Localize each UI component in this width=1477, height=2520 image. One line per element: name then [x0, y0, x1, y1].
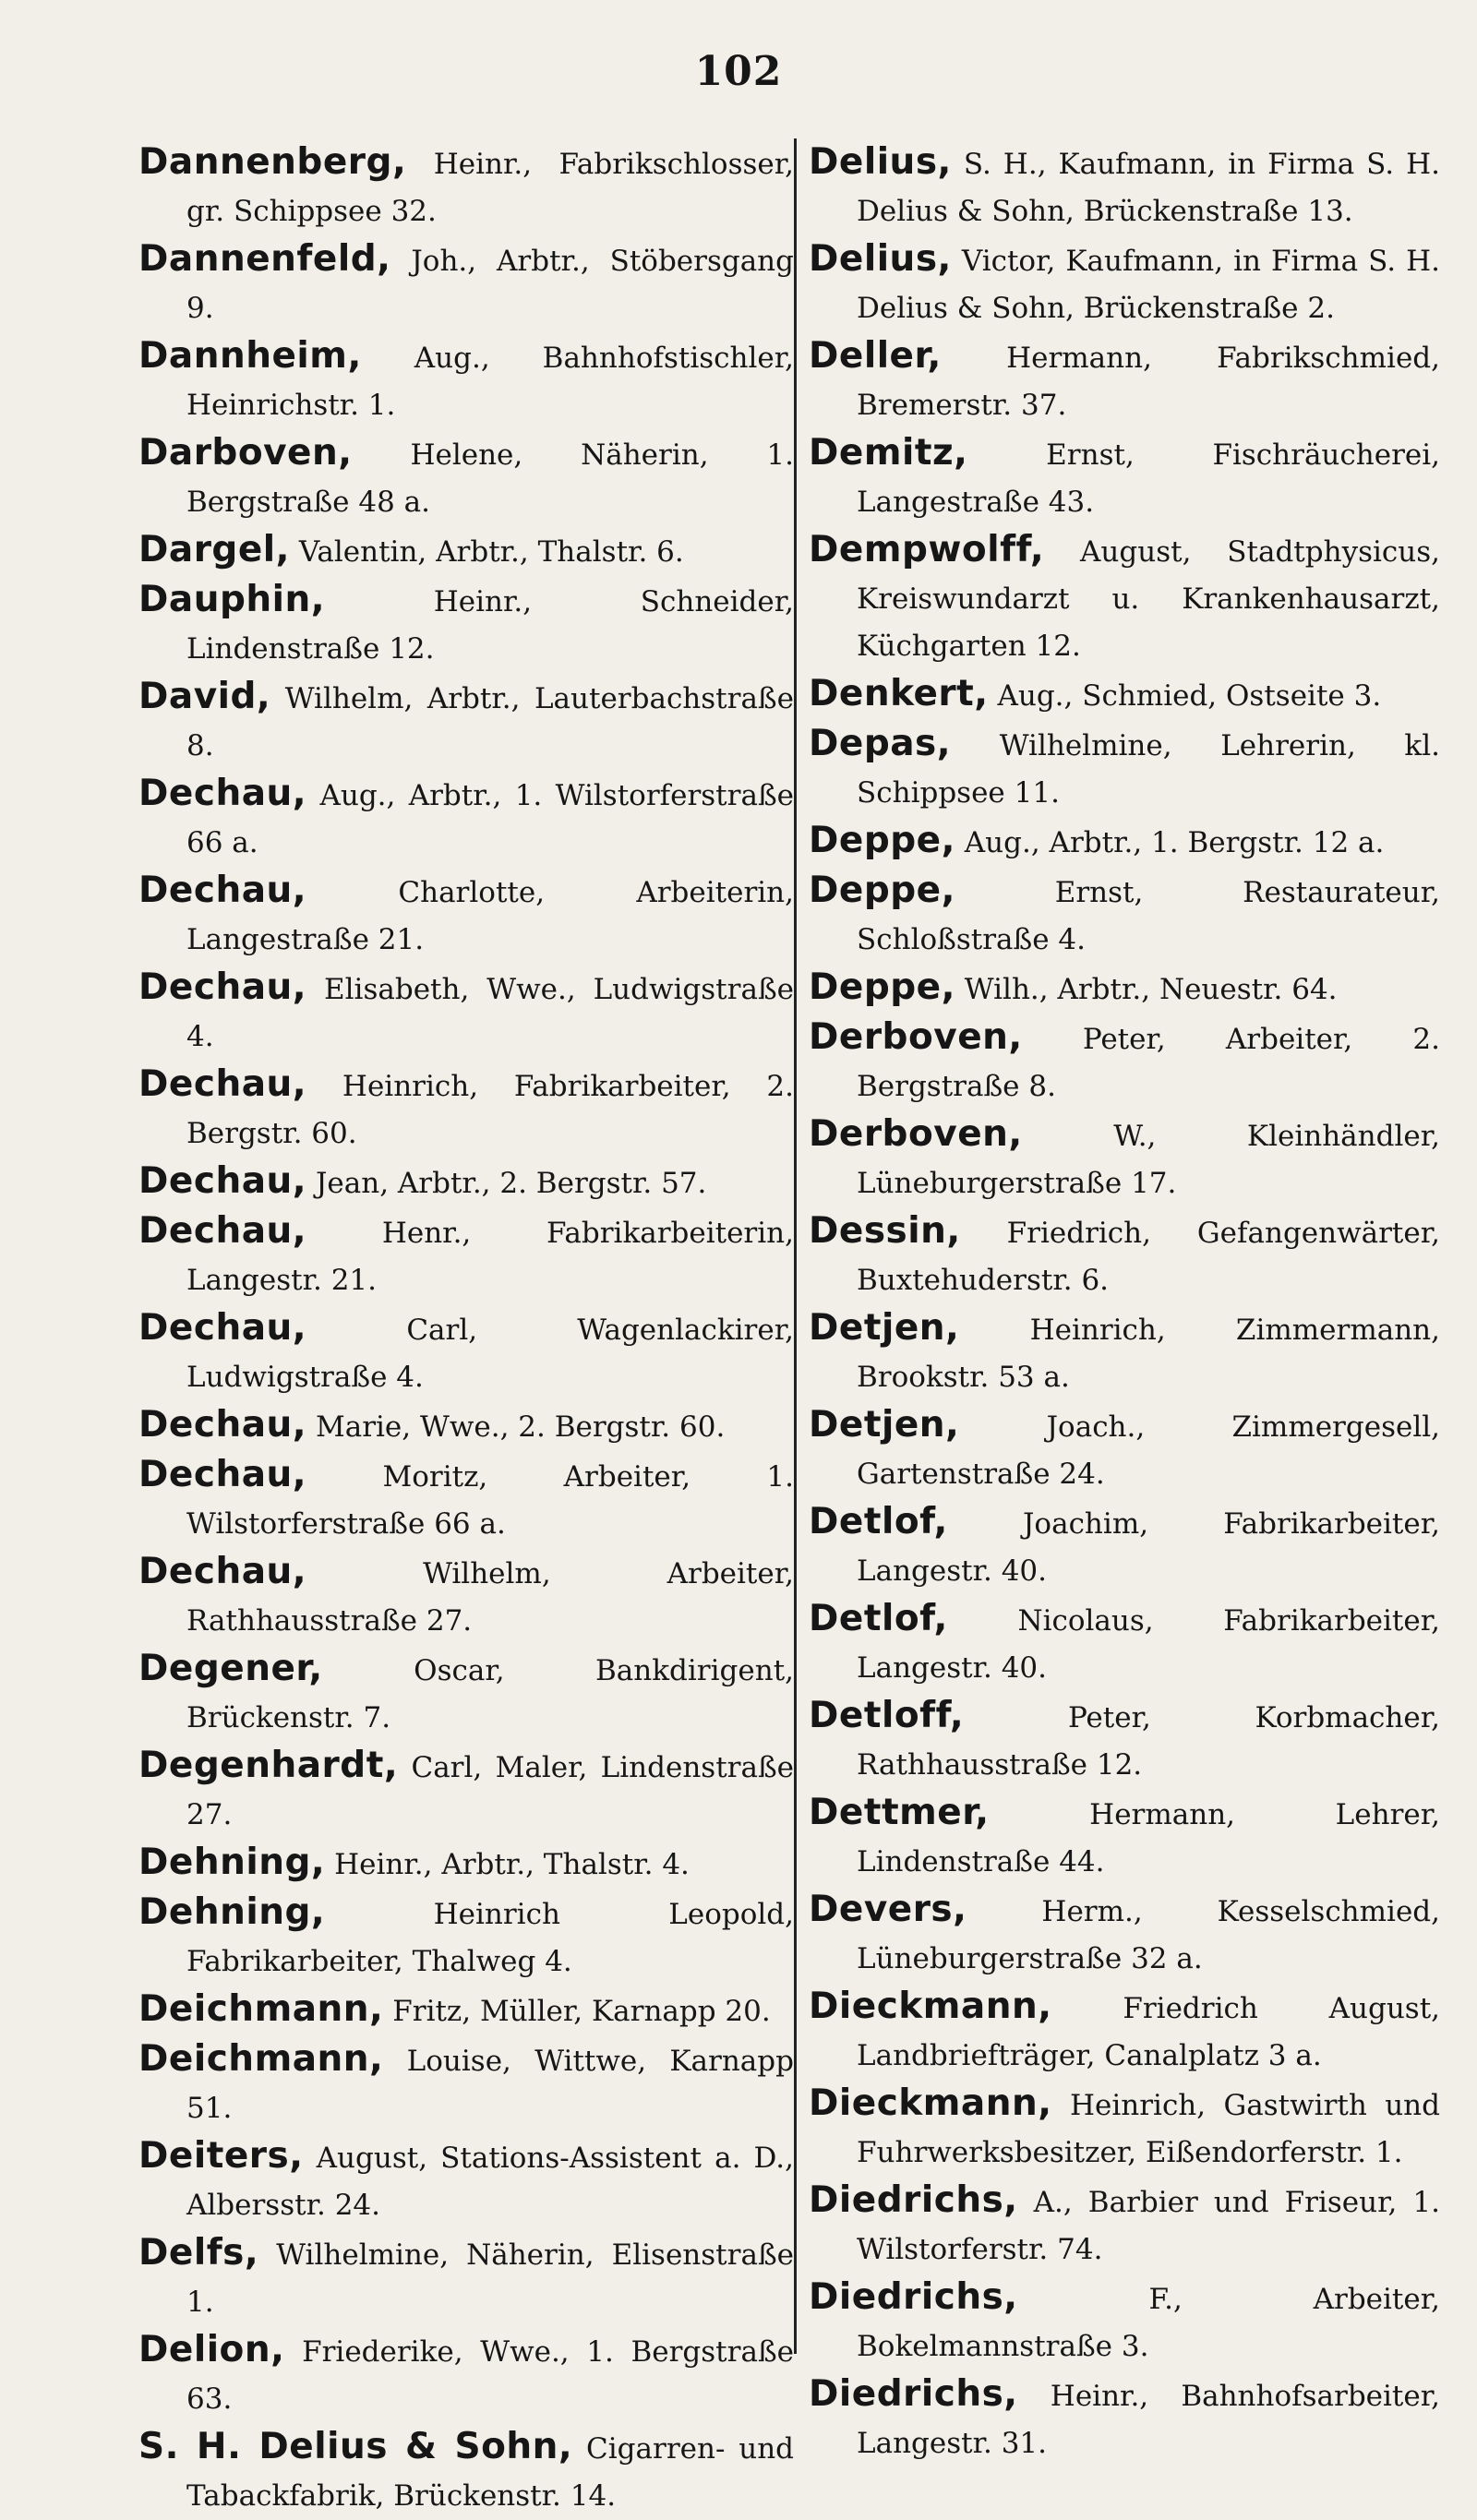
directory-entry [794, 332, 1440, 429]
entry-name: Deppe, [809, 966, 955, 1008]
entry-name: Dargel, [138, 529, 290, 570]
directory-entry [138, 2229, 794, 2326]
entry-name: Delius, [809, 238, 952, 280]
entry-name: Detjen, [809, 1404, 960, 1446]
entry-details: Charlotte, Arbeiterin, Langestraße 21. [186, 876, 795, 956]
directory-entry [794, 670, 1440, 720]
entry-details: August, Stadtphysicus, Kreiswundarzt u. Krankenhausarzt, Küchgarten 12. [857, 535, 1440, 663]
directory-entry [138, 235, 794, 332]
directory-entry [138, 1839, 794, 1889]
entry-name: Deppe, [809, 870, 955, 911]
directory-entry [794, 235, 1440, 332]
directory-entry [138, 1158, 794, 1207]
entry-details: Heinrich, Fabrikarbeiter, 2. Bergstr. 60. [186, 1070, 795, 1150]
entry-name: Derboven, [809, 1113, 1023, 1155]
directory-entry [794, 2370, 1440, 2467]
directory-entry [138, 964, 794, 1061]
directory-entry [794, 1789, 1440, 1886]
directory-entry [794, 1983, 1440, 2080]
directory-entry [794, 1110, 1440, 1207]
entry-details: Nicolaus, Fabrikarbeiter, Langestr. 40. [857, 1604, 1440, 1685]
directory-entry [138, 2035, 794, 2132]
entry-name: Dechau, [138, 1160, 307, 1202]
directory-entry [138, 770, 794, 867]
entry-details: S. H., Kaufmann, in Firma S. H. Delius & Sohn, Brückenstraße 13. [857, 148, 1441, 228]
directory-entry [794, 1692, 1440, 1789]
entry-name: Dechau, [138, 1454, 307, 1495]
entry-name: Dessin, [809, 1210, 961, 1252]
entry-details: Peter, Arbeiter, 2. Bergstraße 8. [857, 1023, 1440, 1103]
entry-details: Victor, Kaufmann, in Firma S. H. Delius & Sohn, Brückenstraße 2. [857, 245, 1440, 325]
directory-entry [794, 2080, 1440, 2177]
entry-name: Dieckmann, [809, 2082, 1052, 2124]
entry-name: Dechau, [138, 1404, 307, 1446]
entry-details: Heinrich Leopold, Fabrikarbeiter, Thalweg 4. [186, 1898, 794, 1978]
entry-name: Deichmann, [138, 2038, 384, 2080]
entry-details: Jean, Arbtr., 2. Bergstr. 57. [315, 1167, 707, 1200]
entry-details: Fritz, Müller, Karnapp 20. [392, 1995, 771, 2028]
entry-details: Heinr., Fabrikschlosser, gr. Schippsee 32. [186, 148, 794, 228]
directory-entry [138, 1548, 794, 1645]
entry-name: Dannheim, [138, 335, 362, 377]
entry-details: Wilhelm, Arbtr., Lauterbachstraße 8. [186, 682, 794, 762]
entry-details: Aug., Arbtr., 1. Wilstorferstraße 66 a. [186, 779, 794, 859]
directory-entry [138, 332, 794, 429]
entry-details: Henr., Fabrikarbeiterin, Langestr. 21. [186, 1217, 794, 1297]
entry-details: Heinrich, Zimmermann, Brookstr. 53 a. [857, 1314, 1440, 1394]
entry-name: Dechau, [138, 1210, 307, 1252]
entry-name: Deller, [809, 335, 942, 377]
entry-name: Dehning, [138, 1842, 326, 1883]
right-column [794, 138, 1441, 2460]
page-number: 102 [694, 48, 783, 95]
directory-entry [794, 867, 1440, 964]
directory-entry [794, 1498, 1440, 1595]
directory-entry [794, 1401, 1440, 1498]
entry-details: Herm., Kesselschmied, Lüneburgerstraße 32 a. [857, 1895, 1441, 1975]
directory-entry [138, 2423, 794, 2520]
entry-details: Louise, Wittwe, Karnapp 51. [186, 2045, 794, 2125]
entry-name: Dechau, [138, 1307, 307, 1349]
entry-details: Wilhelmine, Lehrerin, kl. Schippsee 11. [857, 729, 1440, 810]
entry-name: Dempwolff, [809, 529, 1045, 570]
entry-name: Degenhardt, [138, 1745, 399, 1786]
entry-details: Carl, Maler, Lindenstraße 27. [186, 1751, 794, 1831]
entry-details: Aug., Schmied, Ostseite 3. [997, 679, 1382, 713]
directory-entry [138, 1742, 794, 1839]
entry-name: Dettmer, [809, 1792, 990, 1833]
entry-details: Wilhelm, Arbeiter, Rathhausstraße 27. [186, 1557, 795, 1638]
directory-entry [138, 1401, 794, 1451]
entry-name: Delion, [138, 2329, 285, 2370]
entry-name: Diedrichs, [809, 2276, 1018, 2318]
entry-details: Friedrich August, Landbriefträger, Canalplatz 3 a. [857, 1992, 1441, 2072]
entry-name: Deichmann, [138, 1988, 384, 2030]
entry-name: Dechau, [138, 966, 307, 1008]
directory-entry [138, 1889, 794, 1986]
entry-details: Hermann, Lehrer, Lindenstraße 44. [857, 1798, 1441, 1878]
directory-entry [794, 817, 1440, 867]
entry-details: Carl, Wagenlackirer, Ludwigstraße 4. [186, 1314, 794, 1394]
entry-name: Dechau, [138, 1063, 307, 1105]
entry-name: Detlof, [809, 1501, 948, 1542]
directory-entry [138, 1986, 794, 2035]
entry-details: Heinrich, Gastwirth und Fuhrwerksbesitzer, Eißendorferstr. 1. [857, 2089, 1440, 2169]
directory-entry [138, 1304, 794, 1401]
directory-entry [138, 429, 794, 526]
entry-name: Dechau, [138, 870, 307, 911]
entry-name: Delfs, [138, 2232, 259, 2274]
entry-name: Darboven, [138, 432, 353, 474]
directory-entry [794, 2274, 1440, 2370]
entry-name: Detlof, [809, 1598, 948, 1639]
directory-entry [138, 1645, 794, 1742]
entry-details: A., Barbier und Friseur, 1. Wilstorferstr. 74. [857, 2186, 1440, 2266]
entry-details: Peter, Korbmacher, Rathhausstraße 12. [857, 1701, 1440, 1782]
entry-details: Valentin, Arbtr., Thalstr. 6. [298, 535, 684, 569]
entry-name: Depas, [809, 723, 952, 764]
entry-details: Ernst, Fischräucherei, Langestraße 43. [857, 438, 1440, 519]
directory-entry [794, 1304, 1440, 1401]
entry-name: Deppe, [809, 820, 955, 861]
directory-entry [794, 138, 1440, 235]
directory-entry [138, 2132, 794, 2229]
entry-name: Demitz, [809, 432, 968, 474]
directory-entry [794, 1014, 1440, 1110]
entry-details: Heinr., Schneider, Lindenstraße 12. [186, 585, 794, 666]
directory-entry [794, 1595, 1440, 1692]
entry-details: Ernst, Restaurateur, Schloßstraße 4. [857, 876, 1440, 956]
entry-name: Detjen, [809, 1307, 960, 1349]
directory-entry [794, 964, 1440, 1014]
entry-details: Aug., Bahnhofstischler, Heinrichstr. 1. [186, 342, 794, 422]
entry-details: Moritz, Arbeiter, 1. Wilstorferstraße 66 a. [186, 1460, 795, 1541]
entry-details: Joachim, Fabrikarbeiter, Langestr. 40. [857, 1507, 1440, 1588]
entry-name: Devers, [809, 1889, 967, 1930]
entry-details: Joh., Arbtr., Stöbersgang 9. [186, 245, 794, 325]
entry-name: Delius, [809, 141, 952, 183]
entry-name: Derboven, [809, 1016, 1023, 1058]
entry-details: Friederike, Wwe., 1. Bergstraße 63. [186, 2335, 794, 2416]
entry-name: Dannenfeld, [138, 238, 391, 280]
directory-entry [138, 2326, 794, 2423]
entry-name: Dehning, [138, 1891, 326, 1933]
directory-entry [138, 673, 794, 770]
entry-name: S. H. Delius & Sohn, [138, 2426, 573, 2467]
directory-entry [138, 576, 794, 673]
entry-name: Dechau, [138, 773, 307, 814]
entry-name: Diedrichs, [809, 2373, 1018, 2415]
entry-details: Cigarren- und Tabackfabrik, Brückenstr. 14. [186, 2432, 795, 2513]
directory-entry [794, 720, 1440, 817]
entry-details: Heinr., Arbtr., Thalstr. 4. [334, 1848, 690, 1881]
directory-entry [794, 1886, 1440, 1983]
directory-entry [138, 1451, 794, 1548]
entry-name: Detloff, [809, 1695, 965, 1736]
directory-entry [794, 526, 1440, 670]
entry-details: W., Kleinhändler, Lüneburgerstraße 17. [857, 1120, 1440, 1200]
entry-details: Hermann, Fabrikschmied, Bremerstr. 37. [857, 342, 1440, 422]
entry-name: David, [138, 676, 271, 717]
entry-details: Oscar, Bankdirigent, Brückenstr. 7. [186, 1654, 795, 1734]
entry-details: Heinr., Bahnhofsarbeiter, Langestr. 31. [857, 2380, 1440, 2460]
left-column [138, 138, 795, 2513]
entry-details: Aug., Arbtr., 1. Bergstr. 12 a. [964, 826, 1385, 859]
entry-name: Deiters, [138, 2135, 304, 2177]
entry-name: Dauphin, [138, 579, 326, 620]
directory-entry [138, 1061, 794, 1158]
entry-name: Denkert, [809, 673, 989, 714]
entry-details: F., Arbeiter, Bokelmannstraße 3. [857, 2283, 1441, 2363]
entry-details: Friedrich, Gefangenwärter, Buxtehuderstr. 6. [857, 1217, 1441, 1297]
entry-name: Dechau, [138, 1551, 307, 1592]
entry-name: Dannenberg, [138, 141, 407, 183]
entry-name: Degener, [138, 1648, 323, 1689]
entry-name: Diedrichs, [809, 2179, 1018, 2221]
directory-entry [794, 2177, 1440, 2274]
directory-entry [794, 429, 1440, 526]
directory-entry [138, 867, 794, 964]
entry-details: Wilhelmine, Näherin, Elisenstraße 1. [186, 2238, 794, 2319]
entry-details: Marie, Wwe., 2. Bergstr. 60. [315, 1410, 726, 1444]
directory-entry [794, 1207, 1440, 1304]
entry-details: August, Stations-Assistent a. D., Albersstr. 24. [186, 2142, 794, 2222]
directory-entry [138, 138, 794, 235]
entry-name: Dieckmann, [809, 1986, 1052, 2027]
entry-details: Wilh., Arbtr., Neuestr. 64. [964, 973, 1338, 1006]
entry-details: Helene, Näherin, 1. Bergstraße 48 a. [186, 438, 795, 519]
directory-entry [138, 526, 794, 576]
entry-details: Joach., Zimmergesell, Gartenstraße 24. [857, 1410, 1441, 1491]
directory-entry [138, 1207, 794, 1304]
entry-details: Elisabeth, Wwe., Ludwigstraße 4. [186, 973, 794, 1053]
